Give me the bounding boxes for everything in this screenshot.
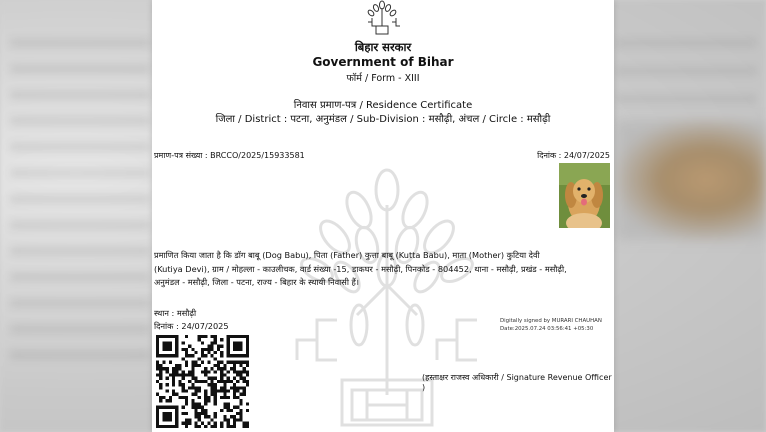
- certificate-title: निवास प्रमाण-पत्र / Residence Certificate: [293, 100, 473, 111]
- digital-signature-date: Date:2025.07.24 03:56:41 +05:30: [500, 326, 594, 332]
- officer-signature-label: (हस्ताक्षर राजस्व अधिकारी / Signature Revenue Officer ): [422, 373, 612, 392]
- form-number: फॉर्म / Form - XIII: [346, 73, 420, 84]
- government-title: Government of Bihar: [312, 55, 454, 69]
- dog-photo: [559, 163, 610, 228]
- digital-signature: Digitally signed by MURARI CHAUHAN: [500, 318, 602, 324]
- certificate-sheet: [152, 0, 614, 432]
- body-line-1: प्रमाणित किया जाता है कि डॉग बाबू (Dog Babu), पिता (Father) कुत्ता बाबू (Kutta Babu), माता (Mother) कुटिया देवी: [154, 250, 540, 260]
- body-line-2: (Kutiya Devi), ग्राम / मोहल्ला - काउलीचक, वार्ड संख्या -15, डाकघर - मसौढ़ी, पिनकोड - 804452, थाना - मसौढ़ी, प्रखंड - मसौढ़ी,: [154, 263, 567, 274]
- background-dog-blur: [616, 120, 766, 240]
- qr-code: [156, 335, 249, 428]
- issue-date-bottom: दिनांक : 24/07/2025: [154, 321, 229, 331]
- certificate-body: [154, 249, 612, 290]
- body-line-3: अनुमंडल - मसौढ़ी, जिला - पटना, राज्य - बिहार के स्थायी निवासी हैं।: [154, 277, 360, 287]
- state-hindi-title: बिहार सरकार: [354, 40, 412, 54]
- issue-date-top: दिनांक : 24/07/2025: [537, 151, 610, 160]
- place: स्थान : मसौढ़ी: [154, 308, 197, 318]
- certificate-number: प्रमाण-पत्र संख्या : BRCCO/2025/15933581: [154, 151, 305, 160]
- background-right-blur: [616, 38, 756, 118]
- bihar-emblem-icon: [363, 0, 401, 36]
- district-line: जिला / District : पटना, अनुमंडल / Sub-Division : मसौढ़ी, अंचल / Circle : मसौढ़ी: [215, 114, 551, 125]
- background-left-blur: [10, 38, 150, 368]
